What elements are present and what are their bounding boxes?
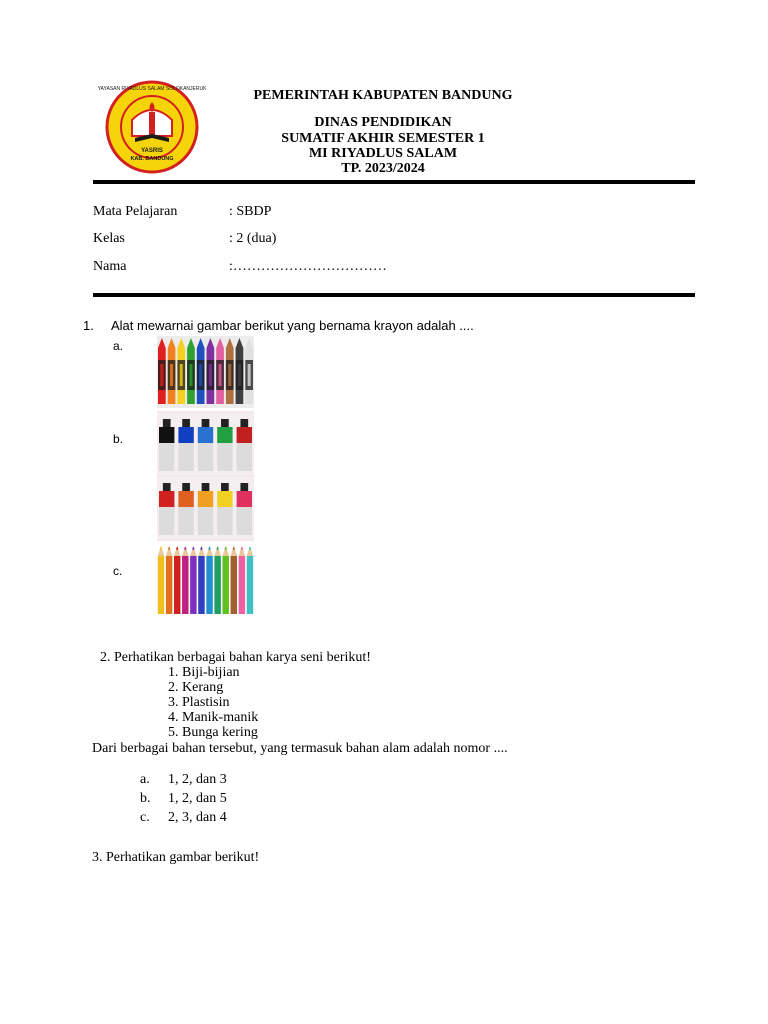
crayon-label-stripe — [209, 364, 212, 386]
pencil-lead — [232, 546, 235, 550]
q2-choice-b-text: 1, 2, dan 5 — [168, 791, 227, 806]
pencil-lead — [224, 546, 227, 550]
logo-bottom-text-1: YASRIS — [141, 148, 163, 154]
q1-number: 1. — [83, 318, 94, 333]
paint-tube-body — [217, 507, 232, 535]
q2-material-item: 5. Bunga kering — [168, 725, 258, 740]
paint-color-band — [198, 491, 213, 507]
subject-label: Mata Pelajaran — [93, 204, 178, 219]
crayon-label-stripe — [180, 364, 183, 386]
paint-tube-body — [237, 507, 252, 535]
crayon-label-stripe — [170, 364, 173, 386]
crayon-label-stripe — [238, 364, 241, 386]
paint-cap — [182, 419, 190, 427]
logo-ring-text: YAYASAN RIYADLUS SALAM SOLOKANJERUK — [97, 86, 207, 92]
crayon-tip — [216, 338, 224, 348]
q2-intro: 2. Perhatikan berbagai bahan karya seni berikut! — [100, 650, 371, 665]
pencil-body — [182, 556, 188, 614]
crayon-tip — [245, 338, 253, 348]
q1-option-b-label: b. — [113, 432, 124, 446]
paint-tubes-image — [157, 411, 254, 541]
crayon-label-stripe — [228, 364, 231, 386]
pencil-lead — [184, 546, 187, 550]
crayon-tip — [158, 338, 166, 348]
paint-tube-body — [178, 443, 193, 471]
crayon-tip — [207, 338, 215, 348]
paint-cap — [163, 419, 171, 427]
q2-material-item: 1. Biji-bijian — [168, 665, 240, 680]
pencil-body — [231, 556, 237, 614]
pencil-body — [206, 556, 212, 614]
pencil-body — [198, 556, 204, 614]
crayon-tip — [226, 338, 234, 348]
paint-color-band — [159, 427, 174, 443]
crayon-label-stripe — [160, 364, 163, 386]
paint-cap — [240, 483, 248, 491]
paint-tube-body — [217, 443, 232, 471]
colored-pencils-image — [157, 544, 254, 616]
q2-material-item: 2. Kerang — [168, 680, 224, 695]
paint-tube-body — [159, 443, 174, 471]
q2-material-item: 4. Manik-manik — [168, 710, 259, 725]
pencil-lead — [216, 546, 219, 550]
class-value: : 2 (dua) — [229, 231, 277, 246]
subject-value: : SBDP — [229, 204, 272, 219]
pencil-lead — [200, 546, 203, 550]
q2-question: Dari berbagai bahan tersebut, yang termasuk bahan alam adalah nomor .... — [92, 741, 508, 756]
crayon-label-stripe — [199, 364, 202, 386]
name-label: Nama — [93, 259, 127, 274]
header-school: MI RIYADLUS SALAM — [308, 146, 458, 161]
q1-option-a-label: a. — [113, 339, 124, 353]
header-year: TP. 2023/2024 — [341, 161, 425, 176]
crayon-tip — [187, 338, 195, 348]
paint-color-band — [217, 491, 232, 507]
q2-choice-c-letter: c. — [140, 810, 150, 825]
paint-cap — [163, 483, 171, 491]
crayon-tip — [168, 338, 176, 348]
pencil-body — [158, 556, 164, 614]
paint-color-band — [198, 427, 213, 443]
q1-text: Alat mewarnai gambar berikut yang bernama krayon adalah .... — [111, 318, 474, 333]
paint-cap — [182, 483, 190, 491]
paint-color-band — [178, 491, 193, 507]
paint-color-band — [217, 427, 232, 443]
crayon-label-stripe — [189, 364, 192, 386]
q2-choice-a-letter: a. — [140, 772, 150, 787]
pencil-lead — [208, 546, 211, 550]
paint-tube-body — [198, 507, 213, 535]
logo-bottom-text-2: KAB. BANDUNG — [130, 156, 174, 162]
crayons-image — [157, 336, 254, 408]
paint-cap — [202, 419, 210, 427]
q2-choice-a-text: 1, 2, dan 3 — [168, 772, 227, 787]
paint-cap — [221, 419, 229, 427]
pencil-lead — [176, 546, 179, 550]
pencil-lead — [241, 546, 244, 550]
paint-tube-body — [198, 443, 213, 471]
paint-color-band — [178, 427, 193, 443]
paint-color-band — [237, 427, 252, 443]
paint-color-band — [237, 491, 252, 507]
paint-cap — [240, 419, 248, 427]
pencil-body — [174, 556, 180, 614]
pencil-body — [222, 556, 228, 614]
paint-cap — [221, 483, 229, 491]
pencil-lead — [168, 546, 171, 550]
header-government: PEMERINTAH KABUPATEN BANDUNG — [253, 88, 513, 103]
header-department: DINAS PENDIDIKAN — [314, 115, 452, 130]
crayon-tip — [177, 338, 185, 348]
paint-tube-body — [237, 443, 252, 471]
q3-text: 3. Perhatikan gambar berikut! — [92, 850, 260, 865]
pencil-body — [214, 556, 220, 614]
pencil-body — [166, 556, 172, 614]
header-divider-top — [93, 180, 695, 184]
paint-cap — [202, 483, 210, 491]
class-label: Kelas — [93, 231, 125, 246]
name-field[interactable]: :…………………………… — [229, 259, 387, 274]
pencil-body — [239, 556, 245, 614]
paint-tube-body — [178, 507, 193, 535]
crayon-label-stripe — [219, 364, 222, 386]
pencil-body — [190, 556, 196, 614]
header-exam-title: SUMATIF AKHIR SEMESTER 1 — [281, 131, 485, 146]
pencil-lead — [192, 546, 195, 550]
header-divider-bottom — [93, 293, 695, 297]
crayon-tip — [197, 338, 205, 348]
pencil-lead — [249, 546, 252, 550]
q2-choice-c-text: 2, 3, dan 4 — [168, 810, 227, 825]
school-logo — [97, 80, 207, 174]
paint-color-band — [159, 491, 174, 507]
pencil-body — [247, 556, 253, 614]
q1-option-c-label: c. — [113, 564, 123, 578]
crayon-tip — [236, 338, 244, 348]
pencil-lead — [160, 546, 163, 550]
q2-choice-b-letter: b. — [140, 791, 151, 806]
crayon-label-stripe — [248, 364, 251, 386]
q2-material-item: 3. Plastisin — [168, 695, 230, 710]
paint-tube-body — [159, 507, 174, 535]
